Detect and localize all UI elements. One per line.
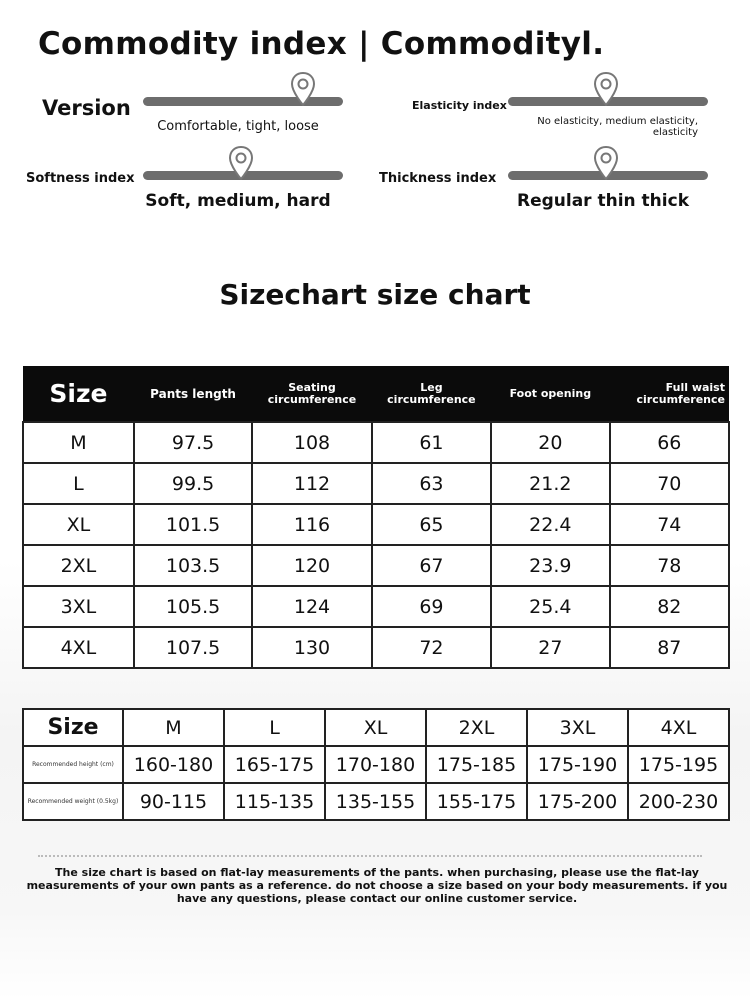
table-cell: 135-155	[325, 783, 426, 820]
table-row	[23, 422, 729, 463]
header-pants-length: Pants length	[134, 366, 252, 422]
table-cell: 65	[372, 504, 491, 545]
size-cell: 4XL	[23, 627, 134, 668]
table-cell: 103.5	[134, 545, 252, 586]
elasticity-desc: No elasticity, medium elasticity, elasticity	[537, 116, 698, 138]
recommended-weight-row	[23, 783, 729, 820]
table-cell: 99.5	[134, 463, 252, 504]
table-cell: 67	[372, 545, 491, 586]
table-cell: 87	[610, 627, 729, 668]
size-note: The size chart is based on flat-lay measurements of the pants. when purchasing, please use the flat-lay measurements of your own pants as a reference. do not choose a size based on your body measurements. if you have any questions, please contact our online customer service.	[26, 866, 728, 905]
page-title: Commodity index | Commodityl.	[38, 26, 605, 62]
version-label: Version	[42, 96, 131, 120]
rec-header-xl: XL	[325, 709, 426, 746]
table-cell: 130	[252, 627, 371, 668]
table-cell: 200-230	[628, 783, 729, 820]
recommendation-header-row	[23, 709, 729, 746]
version-pin-icon	[290, 72, 316, 106]
measurement-table	[22, 366, 730, 669]
table-cell: 27	[491, 627, 609, 668]
table-cell: 105.5	[134, 586, 252, 627]
table-cell: 70	[610, 463, 729, 504]
size-cell: XL	[23, 504, 134, 545]
thickness-pin-icon	[593, 146, 619, 180]
rec-header-3xl: 3XL	[527, 709, 628, 746]
table-cell: 175-190	[527, 746, 628, 783]
recommended-weight-label: Recommended weight (0.5kg)	[23, 783, 123, 820]
rec-header-m: M	[123, 709, 224, 746]
softness-pin-icon	[228, 146, 254, 180]
softness-desc: Soft, medium, hard	[145, 191, 331, 211]
version-desc: Comfortable, tight, loose	[157, 119, 319, 134]
table-cell: 74	[610, 504, 729, 545]
table-cell: 22.4	[491, 504, 609, 545]
rec-header-2xl: 2XL	[426, 709, 527, 746]
recommended-height-label: Recommended height (cm)	[23, 746, 123, 783]
table-cell: 108	[252, 422, 371, 463]
table-cell: 20	[491, 422, 609, 463]
header-leg-circumference: Leg circumference	[372, 366, 491, 422]
thickness-desc: Regular thin thick	[516, 191, 689, 211]
table-row	[23, 504, 729, 545]
table-cell: 97.5	[134, 422, 252, 463]
table-row	[23, 463, 729, 504]
table-cell: 112	[252, 463, 371, 504]
elasticity-label: Elasticity index	[412, 99, 507, 112]
size-cell: M	[23, 422, 134, 463]
table-cell: 21.2	[491, 463, 609, 504]
table-cell: 90-115	[123, 783, 224, 820]
size-cell: 2XL	[23, 545, 134, 586]
elasticity-pin-icon	[593, 72, 619, 106]
table-cell: 115-135	[224, 783, 325, 820]
table-row	[23, 586, 729, 627]
table-cell: 175-185	[426, 746, 527, 783]
size-cell: 3XL	[23, 586, 134, 627]
table-row	[23, 627, 729, 668]
header-full-waist-circumference: Full waist circumference	[610, 366, 729, 422]
table-cell: 170-180	[325, 746, 426, 783]
table-cell: 101.5	[134, 504, 252, 545]
table-row	[23, 545, 729, 586]
table-cell: 107.5	[134, 627, 252, 668]
header-seating-circumference: Seating circumference	[252, 366, 371, 422]
thickness-label: Thickness index	[379, 171, 497, 186]
table-cell: 82	[610, 586, 729, 627]
table-cell: 124	[252, 586, 371, 627]
size-cell: L	[23, 463, 134, 504]
recommended-height-row	[23, 746, 729, 783]
table-cell: 120	[252, 545, 371, 586]
measurement-header-row	[23, 366, 729, 422]
table-cell: 165-175	[224, 746, 325, 783]
table-cell: 66	[610, 422, 729, 463]
table-cell: 78	[610, 545, 729, 586]
table-cell: 72	[372, 627, 491, 668]
header-foot-opening: Foot opening	[491, 366, 609, 422]
table-cell: 69	[372, 586, 491, 627]
rec-header-4xl: 4XL	[628, 709, 729, 746]
softness-label: Softness index	[26, 171, 135, 186]
table-cell: 175-200	[527, 783, 628, 820]
divider	[38, 855, 702, 857]
header-size: Size	[23, 366, 134, 422]
table-cell: 61	[372, 422, 491, 463]
table-cell: 63	[372, 463, 491, 504]
rec-header-size: Size	[23, 709, 123, 746]
table-cell: 175-195	[628, 746, 729, 783]
size-chart-title: Sizechart size chart	[219, 278, 531, 311]
table-cell: 25.4	[491, 586, 609, 627]
recommendation-table	[22, 708, 730, 821]
rec-header-l: L	[224, 709, 325, 746]
table-cell: 23.9	[491, 545, 609, 586]
table-cell: 155-175	[426, 783, 527, 820]
table-cell: 160-180	[123, 746, 224, 783]
table-cell: 116	[252, 504, 371, 545]
